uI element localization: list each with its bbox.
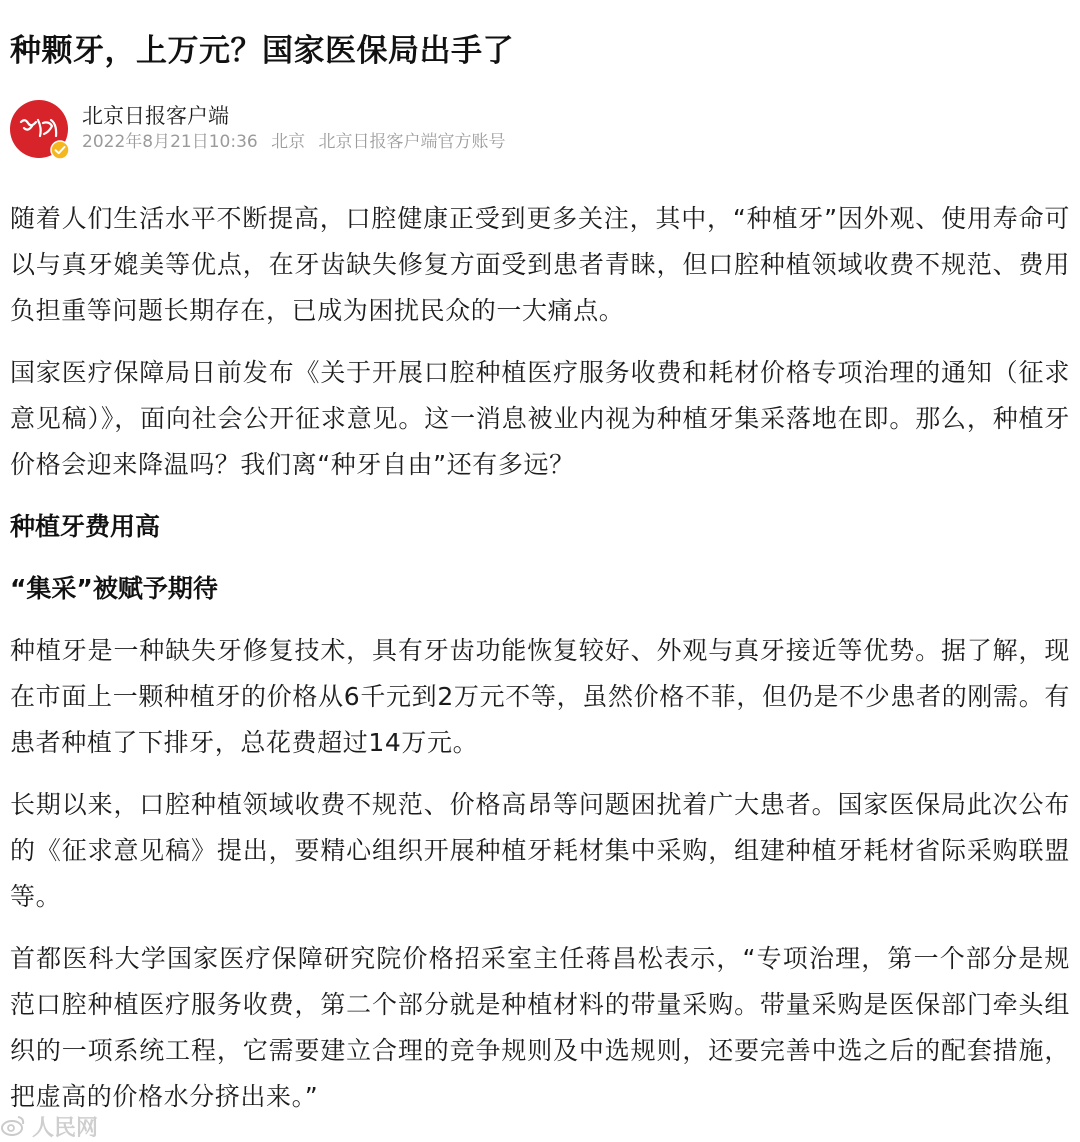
- account-description: 北京日报客户端官方账号: [318, 132, 506, 152]
- author-block[interactable]: [10, 100, 1050, 162]
- paragraph: 首都医科大学国家医疗保障研究院价格招采室主任蒋昌松表示，“专项治理，第一个部分是规范口腔种植医疗服务收费，第二个部分就是种植材料的带量采购。带量采购是医保部门牵头组织的一项系统工程，它需要建立合理的竞争规则及中选规则，还要完善中选之后的配套措施，把虚高的价格水分挤出来。”: [10, 944, 1070, 1111]
- publish-datetime: 2022年8月21日10:36: [82, 132, 258, 152]
- watermark: [0, 1110, 200, 1142]
- paragraph: 长期以来，口腔种植领域收费不规范、价格高昂等问题困扰着广大患者。国家医保局此次公布的《征求意见稿》提出，要精心组织开展种植牙耗材集中采购，组建种植牙耗材省际采购联盟等。: [10, 790, 1070, 911]
- verified-badge-icon: [50, 140, 70, 160]
- section-subheading: “集采”被赋予期待: [10, 574, 218, 603]
- paragraph: 种植牙是一种缺失牙修复技术，具有牙齿功能恢复较好、外观与真牙接近等优势。据了解，现在市面上一颗种植牙的价格从6千元到2万元不等，虽然价格不菲，但仍是不少患者的刚需。有患者种植了下排牙，总花费超过14万元。: [10, 636, 1070, 757]
- publish-location: 北京: [271, 132, 306, 152]
- paragraph: 国家医疗保障局日前发布《关于开展口腔种植医疗服务收费和耗材价格专项治理的通知（征求意见稿）》，面向社会公开征求意见。这一消息被业内视为种植牙集采落地在即。那么，种植牙价格会迎来降温吗？我们离“种牙自由”还有多远？: [10, 358, 1070, 479]
- weibo-icon: [0, 1113, 26, 1139]
- article-body: [10, 196, 1070, 1136]
- author-name[interactable]: 北京日报客户端: [82, 104, 229, 128]
- paragraph: 随着人们生活水平不断提高，口腔健康正受到更多关注，其中，“种植牙”因外观、使用寿命可以与真牙媲美等优点，在牙齿缺失修复方面受到患者青睐，但口腔种植领域收费不规范、费用负担重等问题长期存在，已成为困扰民众的一大痛点。: [10, 204, 1070, 325]
- watermark-text: 人民网: [32, 1115, 99, 1141]
- section-subheading: 种植牙费用高: [10, 512, 161, 541]
- author-meta: [82, 130, 514, 154]
- article-title: 种颗牙，上万元？国家医保局出手了: [10, 33, 514, 69]
